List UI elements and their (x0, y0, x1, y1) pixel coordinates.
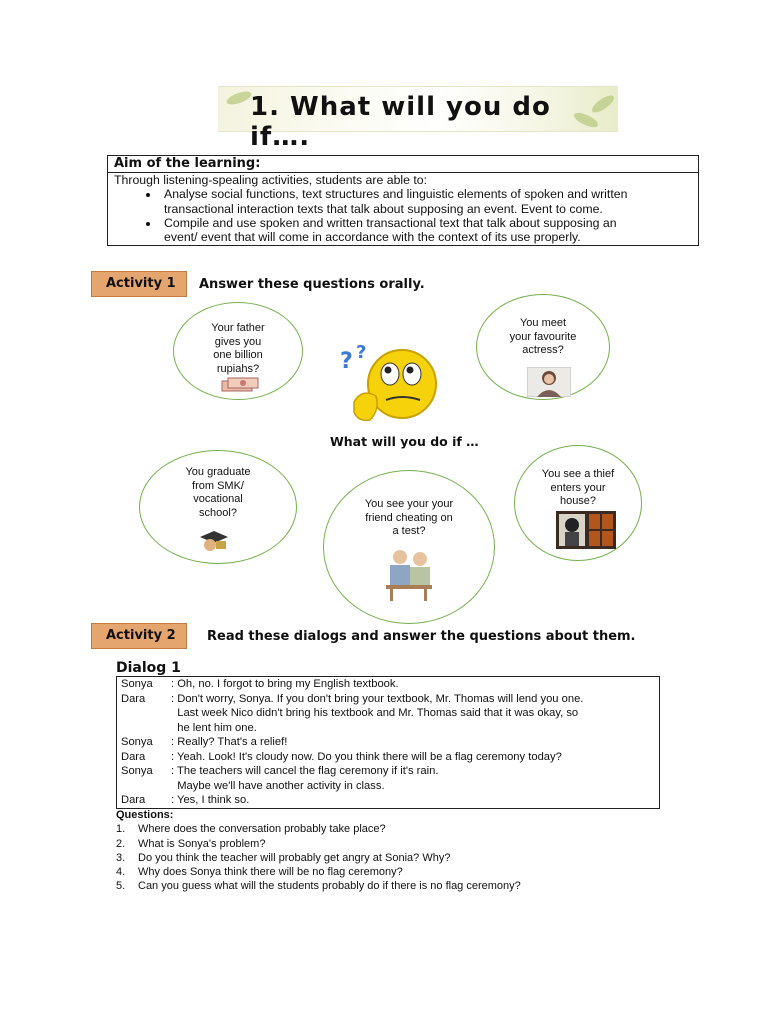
svg-text:?: ? (340, 349, 353, 374)
dialog-line: Dara : Yeah. Look! It's cloudy now. Do you think there will be a flag ceremony today? (121, 750, 562, 763)
bubble-friend-cheating: You see your your friend cheating on a test? (323, 470, 495, 624)
aim-bullet: • Compile and use spoken and written transactional text that talk about supposing an event/ event that will come in accordance with the context of its use properly. (160, 216, 698, 245)
activity-2-tab: Activity 2 (91, 623, 187, 649)
graduate-icon (196, 529, 230, 553)
bubble-favourite-actress: You meet your favourite actress? (476, 294, 610, 400)
question-item: 1. Where does the conversation probably take place? (116, 823, 386, 836)
questions-heading: Questions: (116, 809, 174, 821)
questions-list (116, 808, 521, 894)
dialog-line: Sonya : The teachers will cancel the flag ceremony if it's rain. (121, 765, 439, 777)
bubble-thief: You see a thief enters your house? (514, 445, 642, 561)
dialog-line: Dara : Yes, I think so. (121, 794, 250, 806)
dialog-line: Sonya : Oh, no. I forgot to bring my English textbook. (121, 678, 399, 690)
aim-heading: Aim of the learning: (108, 156, 698, 173)
question-item: 4. Why does Sonya think there will be no flag ceremony? (116, 866, 403, 879)
dialog-line: Sonya : Really? That's a relief! (121, 736, 288, 748)
actress-icon (527, 367, 571, 397)
activity-1-tab: Activity 1 (91, 271, 187, 297)
question-item: 2. What is Sonya's problem? (116, 837, 266, 850)
aim-intro: Through listening-spealing activities, students are able to: (114, 173, 428, 187)
aim-bullet: • Analyse social functions, text structures and linguistic elements of spoken and written transactional interaction texts that talk about supposing an event. Event to come. (160, 187, 698, 216)
question-item: 5. Can you guess what will the students probably do if there is no flag ceremony? (116, 880, 521, 893)
money-icon (220, 377, 260, 393)
question-item: 3. Do you think the teacher will probably get angry at Sonia? Why? (116, 851, 451, 864)
confused-face-icon (336, 340, 440, 432)
thief-window-icon (555, 510, 617, 550)
svg-text:?: ? (356, 342, 367, 363)
aim-list (108, 187, 698, 244)
aim-box (107, 155, 699, 246)
bubble-father-billion: Your father gives you one billion rupiahs? (173, 302, 303, 400)
dialog-box (116, 676, 660, 809)
dialog-title: Dialog 1 (116, 660, 181, 676)
dialog-line: Last week Nico didn't bring his textbook and Mr. Thomas said that it was okay, so (171, 707, 579, 719)
dialog-line: Maybe we'll have another activity in class. (171, 779, 385, 792)
page-title: 1. What will you do if…. (250, 92, 551, 152)
bubble-graduate: You graduate from SMK/ vocational school? (139, 450, 297, 564)
center-caption: What will you do if … (330, 434, 479, 449)
dialog-line: he lent him one. (171, 721, 257, 734)
activity-2-instruction: Read these dialogs and answer the questions about them. (207, 629, 636, 644)
dialog-line: Dara : Don't worry, Sonya. If you don't bring your textbook, Mr. Thomas will lend you one. (121, 692, 584, 705)
title-banner (218, 86, 618, 152)
cheating-students-icon (384, 547, 434, 601)
activity-1-instruction: Answer these questions orally. (199, 277, 425, 292)
